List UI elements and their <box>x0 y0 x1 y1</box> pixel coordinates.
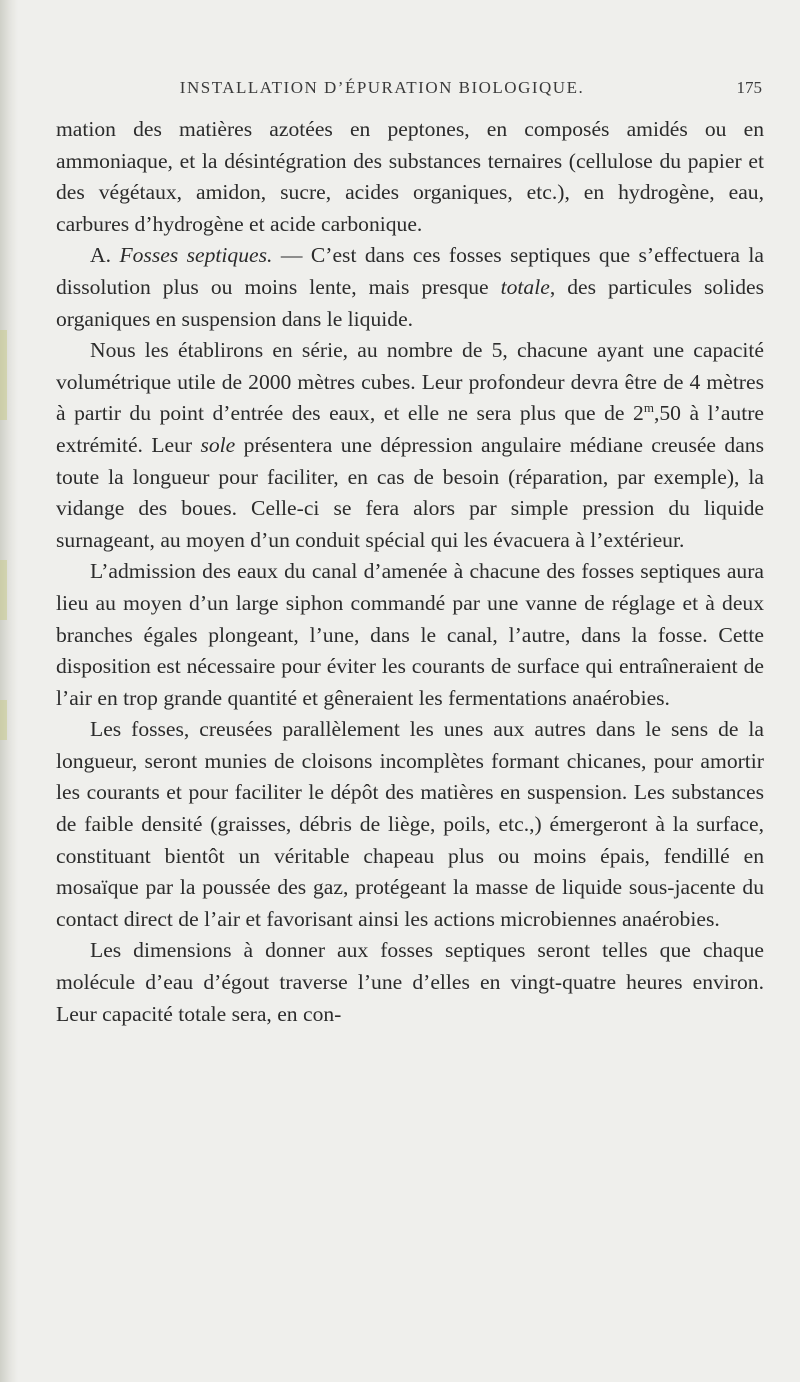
binding-stain <box>0 560 7 620</box>
paragraph-text: ,50 à l’autre extrémité. Leur <box>56 401 764 457</box>
emphasis-text: totale <box>500 274 550 299</box>
paragraph-admission <box>56 556 764 714</box>
section-letter: A. <box>90 243 111 268</box>
emphasis-text: sole <box>200 432 236 457</box>
section-title: Fosses septiques. <box>119 243 273 268</box>
paragraph-text: Les dimensions à donner aux fosses septiques seront telles que chaque molécule d’eau d’égout traverse l’une d’elles en vingt-quatre heures environ. Leur capacité totale sera, en con- <box>56 938 764 1026</box>
paragraph-text: — C’est dans ces fosses septiques que s’effectuera la dissolution plus ou moins lente, mais presque <box>56 243 765 299</box>
unit-superscript: m <box>643 400 654 416</box>
paragraph-text: Nous les établirons en série, au nombre de 5, chacune ayant une capacité volumétrique utile de 2000 mètres cubes. Leur profondeur devra être de 4 mètres à partir du point d’entrée des eaux, et elle ne sera plus que de 2 <box>56 338 764 426</box>
paragraph-text: Les fosses, creusées parallèlement les unes aux autres dans le sens de la longueur, seront munies de cloisons incomplètes formant chicanes, pour amortir les courants et pour faciliter le dépôt des matières en suspension. Les substances de faible densité (graisses, débris de liège, poils, etc.,) émergeront à la surface, constituant bientôt un véritable chapeau plus ou moins épais, fendillé en mosaïque par la poussée des gaz, protégeant la masse de liquide sous-jacente du contact direct de l’air et favorisant ainsi les actions microbiennes anaérobies. <box>56 717 764 931</box>
page-number: 175 <box>736 78 762 97</box>
binding-stain <box>0 330 7 420</box>
paragraph-text: présentera une dépression angulaire médiane creusée dans toute la longueur pour faciliter, en cas de besoin (réparation, par exemple), la vidange des boues. Celle-ci se fera alors par simple pression du liquide surnageant, au moyen d’un conduit spécial qui les évacuera à l’extérieur. <box>56 432 764 552</box>
page-header <box>56 78 764 108</box>
paragraph-fosses-septiques <box>56 240 764 335</box>
paragraph-text: mation des matières azotées en peptones, en composés amidés ou en ammoniaque, et la désintégration des substances ternaires (cellulose du papier et des végétaux, amidon, sucre, acides organiques, etc.), en hydrogène, eau, carbures d’hydrogène et acide carbonique. <box>56 117 764 236</box>
paragraph-continuation <box>56 114 764 240</box>
paragraph-cloisons <box>56 714 764 935</box>
paragraph-serie <box>56 335 764 556</box>
running-title: INSTALLATION D’ÉPURATION BIOLOGIQUE. <box>179 78 585 97</box>
page-edge-shadow <box>0 0 18 1382</box>
paragraph-text: L’admission des eaux du canal d’amenée à chacune des fosses septiques aura lieu au moyen d’un large siphon commandé par une vanne de réglage et à deux branches égales plongeant, l’une, dans le canal, l’autre, dans la fosse. Cette disposition est nécessaire pour éviter les courants de surface qui entraîneraient de l’air en trop grande quantité et gêneraient les fermentations anaérobies. <box>56 559 764 710</box>
paragraph-dimensions <box>56 935 764 1030</box>
paragraph-text: , des particules solides organiques en suspension dans le liquide. <box>56 274 764 331</box>
book-page <box>56 78 764 1030</box>
binding-stain <box>0 700 7 740</box>
